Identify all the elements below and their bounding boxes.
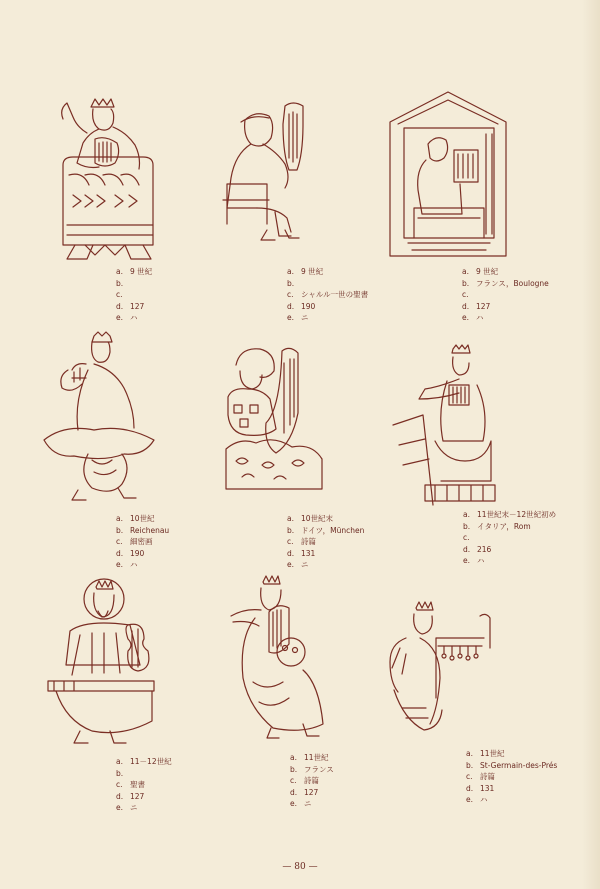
caption-2-source: シャルル一世の聖書 [301,290,369,299]
caption-4-date: 10世紀 [130,514,155,523]
caption-5-page: 131 [301,548,316,558]
caption-fig-2: a. 9 世紀 b. c. シャルル一世の聖書 d. 190 e. ニ [287,267,369,322]
caption-fig-7: a. 11－12世紀 b. c. 聖書 d. 127 e. ニ [116,757,172,812]
caption-9-page: 131 [480,783,495,793]
illustration-1-king-with-harp-on-throne [55,95,165,270]
caption-7-source: 聖書 [130,780,145,789]
caption-5-type: ニ [301,560,309,569]
caption-6-page: 216 [477,544,492,554]
caption-5-source: 詩篇 [301,537,316,546]
caption-9-date: 11世紀 [480,749,505,758]
caption-2-type: ニ [301,313,309,322]
caption-4-place: Reichenau [130,525,170,535]
caption-1-date: 9 世紀 [130,267,153,276]
illustration-5-haloed-figure-with-harp [222,345,337,495]
caption-1-page: 127 [130,301,145,311]
caption-fig-3: a. 9 世紀 b. フランス，Boulogne c. d. 127 e. ハ [462,267,549,322]
caption-8-date: 11世紀 [304,753,329,762]
caption-4-source: 細密画 [130,537,153,546]
caption-9-type: ハ [480,795,488,804]
caption-8-page: 127 [304,787,319,797]
caption-3-date: 9 世紀 [476,267,499,276]
caption-9-place: St-Germain-des-Prés [480,760,558,770]
illustration-8-crowned-king-with-harp [225,572,335,742]
illustration-4-seated-king-draped [38,330,163,510]
caption-8-place: フランス [304,764,334,774]
caption-1-type: ハ [130,313,138,322]
caption-fig-6: a. 11世紀末－12世紀初め b. イタリア，Rom c. d. 216 e. ハ [463,510,557,565]
caption-3-type: ハ [476,313,484,322]
caption-9-source: 詩篇 [480,772,495,781]
illustration-7-haloed-king-with-psaltery-and-fiddle [40,575,165,750]
caption-fig-1: a. 9 世紀 b. c. d. 127 e. ハ [116,267,153,322]
caption-5-place: ドイツ，München [301,525,365,535]
caption-3-page: 127 [476,301,491,311]
illustration-3-framed-king-with-lyre [388,88,510,260]
page-gutter-shadow [582,0,600,889]
caption-fig-9: a. 11世紀 b. St-Germain-des-Prés c. 詩篇 d. 131 e. ハ [466,749,558,804]
caption-6-place: イタリア，Rom [477,521,531,531]
caption-fig-5: a. 10世紀末 b. ドイツ，München c. 詩篇 d. 131 e. ニ [287,514,365,569]
caption-3-place: フランス，Boulogne [476,278,549,288]
caption-4-page: 190 [130,548,145,558]
caption-5-date: 10世紀末 [301,514,334,523]
caption-6-type: ハ [477,556,485,565]
illustration-2-seated-player-with-rotta [205,100,335,250]
caption-6-date: 11世紀末－12世紀初め [477,510,557,519]
caption-4-type: ハ [130,560,138,569]
illustration-6-crowned-king-on-bench [385,345,500,505]
caption-fig-8: a. 11世紀 b. フランス c. 詩篇 d. 127 e. ニ [290,753,334,808]
illustration-9-king-with-bells-frame [380,598,500,738]
caption-7-page: 127 [130,791,145,801]
caption-8-type: ニ [304,799,312,808]
caption-7-type: ニ [130,803,138,812]
caption-2-page: 190 [301,301,316,311]
page-number: — 80 — [282,862,318,872]
caption-7-date: 11－12世紀 [130,757,172,766]
caption-fig-4: a. 10世紀 b. Reichenau c. 細密画 d. 190 e. ハ [116,514,170,569]
caption-8-source: 詩篇 [304,776,319,785]
caption-2-date: 9 世紀 [301,267,324,276]
